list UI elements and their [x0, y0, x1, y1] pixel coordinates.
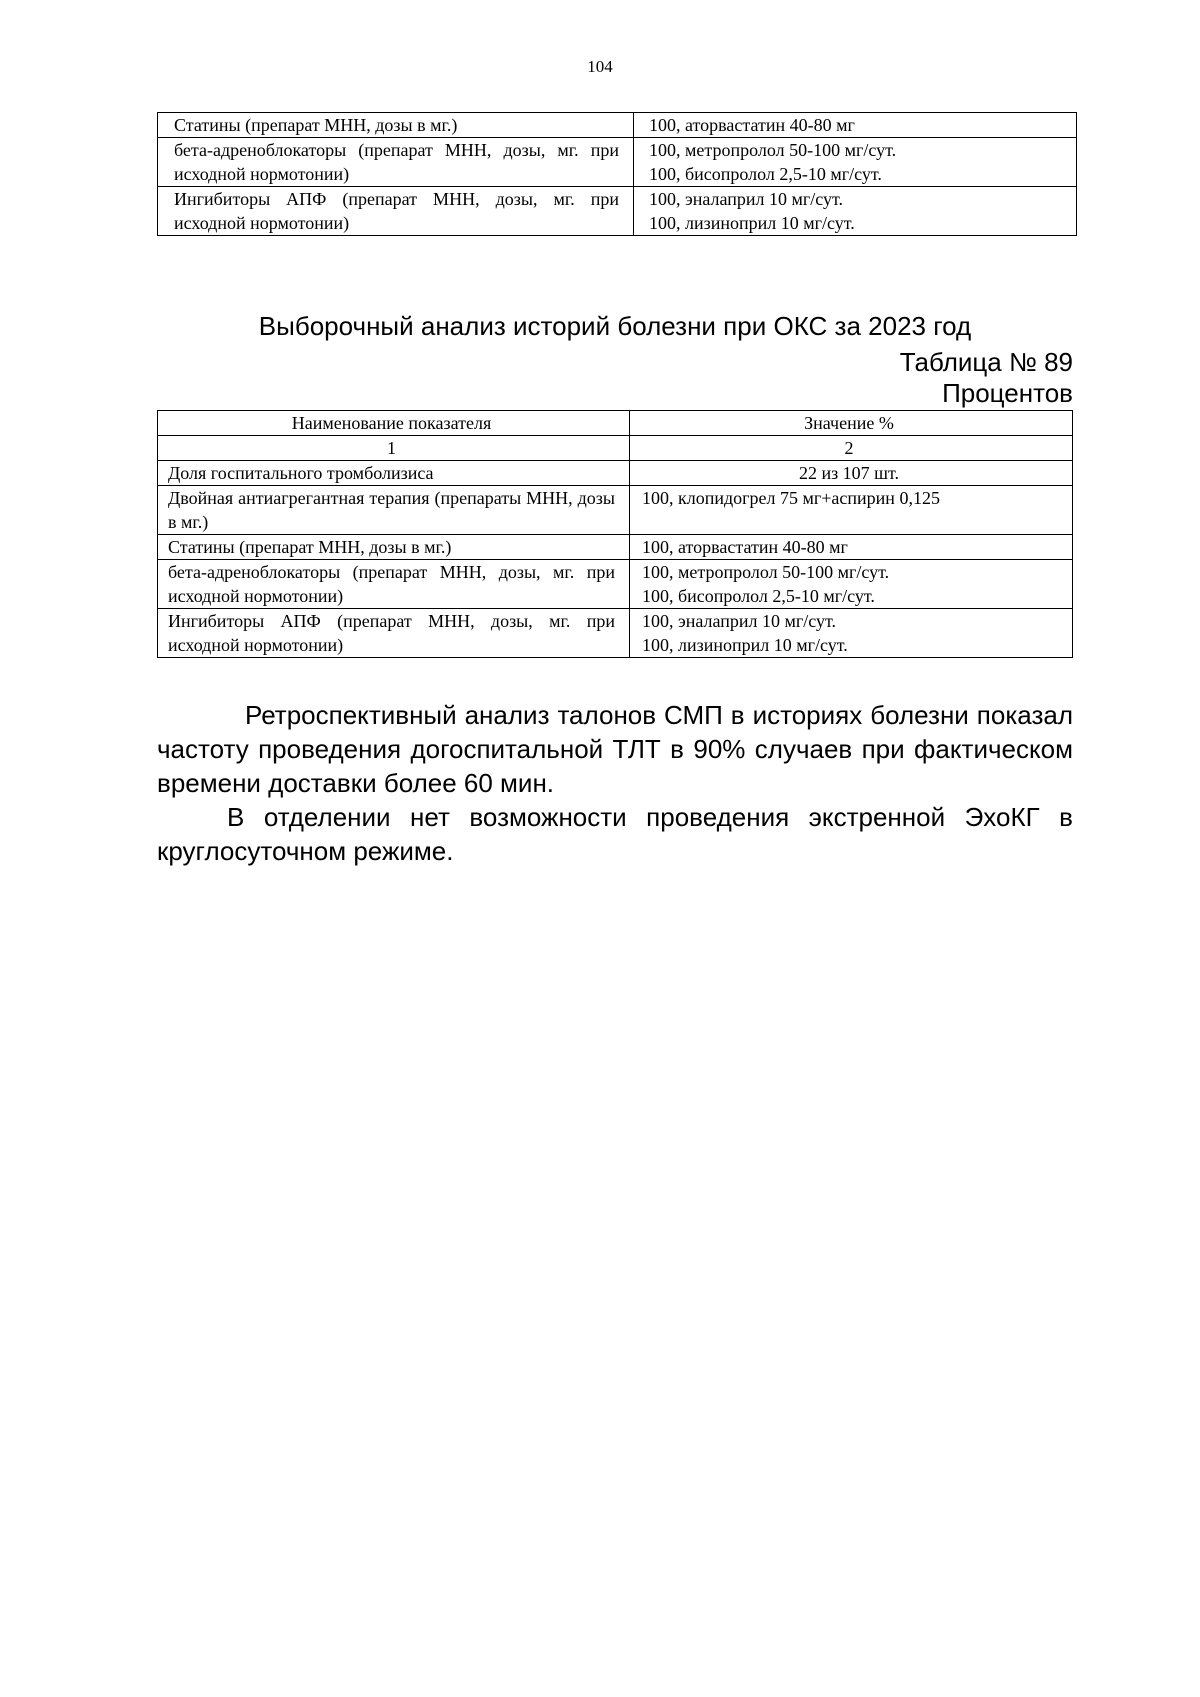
- column-number: 2: [630, 436, 1073, 461]
- table-row: [158, 609, 1073, 658]
- indicator-value: 100, эналаприл 10 мг/сут. 100, лизиноприл 10 мг/сут.: [630, 609, 1073, 658]
- indicator-value: 100, аторвастатин 40-80 мг: [634, 113, 1077, 138]
- column-number: 1: [158, 436, 630, 461]
- table-unit: Процентов: [942, 378, 1073, 408]
- page-number: 104: [587, 57, 613, 76]
- body-text: [157, 698, 1073, 868]
- indicator-value: 22 из 107 шт.: [630, 461, 1073, 486]
- table-row: [158, 535, 1073, 560]
- table-row: [158, 461, 1073, 486]
- section-title: Выборочный анализ историй болезни при ОКС за 2023 год: [258, 311, 972, 341]
- indicator-name: бета-адреноблокаторы (препарат МНН, дозы, мг. при исходной нормотонии): [158, 138, 634, 187]
- continued-table: [157, 112, 1077, 236]
- indicator-name: Ингибиторы АПФ (препарат МНН, дозы, мг. при исходной нормотонии): [158, 609, 630, 658]
- indicator-value: 100, метропролол 50-100 мг/сут. 100, бисопролол 2,5-10 мг/сут.: [630, 560, 1073, 609]
- indicator-name: Двойная антиагрегантная терапия (препараты МНН, дозы в мг.): [158, 486, 630, 535]
- indicator-value: 100, клопидогрел 75 мг+аспирин 0,125: [630, 486, 1073, 535]
- column-header: Наименование показателя: [158, 411, 630, 436]
- indicator-name: Ингибиторы АПФ (препарат МНН, дозы, мг. при исходной нормотонии): [158, 187, 634, 236]
- column-number-row: [158, 436, 1073, 461]
- table-row: [158, 486, 1073, 535]
- indicator-name: Статины (препарат МНН, дозы в мг.): [158, 535, 630, 560]
- indicator-value: 100, метропролол 50-100 мг/сут. 100, бисопролол 2,5-10 мг/сут.: [634, 138, 1077, 187]
- table-number: Таблица № 89: [899, 347, 1073, 377]
- analysis-table: [157, 410, 1073, 658]
- table-row: [158, 560, 1073, 609]
- table-row: [158, 187, 1077, 236]
- indicator-value: 100, эналаприл 10 мг/сут. 100, лизиноприл 10 мг/сут.: [634, 187, 1077, 236]
- indicator-name: бета-адреноблокаторы (препарат МНН, дозы, мг. при исходной нормотонии): [158, 560, 630, 609]
- table-header-row: [158, 411, 1073, 436]
- indicator-name: Статины (препарат МНН, дозы в мг.): [158, 113, 634, 138]
- indicator-value: 100, аторвастатин 40-80 мг: [630, 535, 1073, 560]
- paragraph: Ретроспективный анализ талонов СМП в историях болезни показал частоту проведения догоспитальной ТЛТ в 90% случаев при фактическом времени доставки более 60 мин.: [157, 700, 1073, 798]
- indicator-name: Доля госпитального тромболизиса: [158, 461, 630, 486]
- paragraph: В отделении нет возможности проведения экстренной ЭхоКГ в круглосуточном режиме.: [157, 802, 1073, 866]
- table-row: [158, 138, 1077, 187]
- table-row: [158, 113, 1077, 138]
- column-header: Значение %: [630, 411, 1073, 436]
